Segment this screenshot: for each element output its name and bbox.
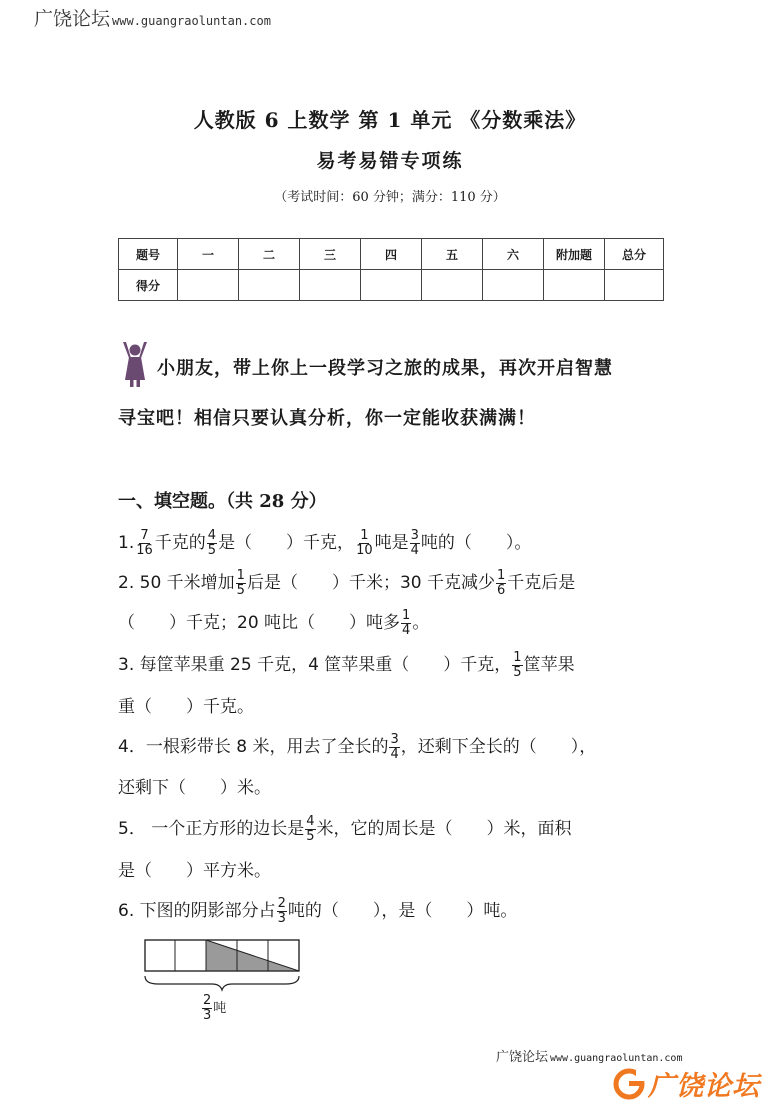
question-3-line-2: 重（ ）千克。 (118, 697, 254, 717)
watermark-brand: 广饶论坛 (34, 8, 111, 30)
denominator: 16 (136, 542, 153, 558)
table-header-cell: 题号 (119, 239, 178, 270)
fraction (207, 529, 217, 558)
score-cell (361, 270, 422, 301)
question-5-line-1 (118, 814, 572, 844)
fraction (512, 651, 522, 680)
logo-text: 广饶论坛 (648, 1071, 760, 1102)
numerator: 1 (497, 567, 506, 583)
denominator: 6 (497, 582, 506, 598)
denominator: 4 (402, 622, 411, 638)
section-1-title: 一、填空题。（共 28 分） (118, 491, 327, 512)
q5-text: 5． 一个正方形的边长是 (118, 819, 305, 839)
fraction (236, 569, 246, 598)
question-2-line-2 (118, 608, 429, 638)
score-cell (239, 270, 300, 301)
score-table-score-row (119, 270, 664, 301)
g-logo-icon (612, 1067, 646, 1101)
numerator: 7 (140, 527, 149, 543)
denominator: 10 (356, 542, 373, 558)
q6-text: 吨的（ ），是（ ）吨。 (287, 901, 518, 921)
numerator: 3 (410, 527, 419, 543)
watermark-url: www.guangraoluntan.com (112, 14, 271, 28)
fraction (277, 897, 287, 926)
table-header-cell: 四 (361, 239, 422, 270)
diagram-unit: 吨 (213, 1001, 227, 1016)
numerator: 2 (203, 993, 212, 1008)
numerator: 1 (402, 607, 411, 623)
intro-line-2: 寻宝吧！相信只要认真分析，你一定能收获满满！ (118, 408, 536, 429)
score-row-label: 得分 (119, 270, 178, 301)
q6-shaded-bar-diagram (138, 938, 308, 994)
bottom-watermark (496, 1046, 682, 1065)
q1-text: 1. (118, 533, 135, 553)
q2-text: （ ）千克；20 吨比（ ）吨多 (118, 613, 401, 633)
q2-text: 。 (412, 613, 430, 633)
fraction (135, 529, 154, 558)
table-header-cell: 一 (178, 239, 239, 270)
fraction (410, 529, 420, 558)
q6-text: 6. 下图的阴影部分占 (118, 901, 276, 921)
score-cell (300, 270, 361, 301)
score-cell (422, 270, 483, 301)
denominator: 4 (410, 542, 419, 558)
intro-line-1: 小朋友，带上你上一段学习之旅的成果，再次开启智慧 (157, 358, 613, 379)
cheering-girl-icon (120, 340, 150, 388)
denominator: 5 (207, 542, 217, 558)
fraction (401, 609, 411, 638)
question-4-line-2: 还剩下（ ）米。 (118, 778, 271, 798)
q1-text: 吨是 (374, 533, 409, 553)
table-header-cell: 附加题 (544, 239, 605, 270)
q4-text: ，还剩下全长的（ ）， (400, 737, 597, 757)
q1-text: 千克的 (154, 533, 206, 553)
table-header-cell: 总分 (605, 239, 664, 270)
table-header-cell: 三 (300, 239, 361, 270)
table-header-cell: 二 (239, 239, 300, 270)
question-3-line-1 (118, 650, 575, 680)
q3-text: 筐苹果 (523, 655, 575, 675)
q6-diagram-label (201, 994, 226, 1023)
numerator: 1 (360, 527, 369, 543)
page-title: 人教版 6 上数学 第 1 单元 《分数乘法》 (193, 108, 587, 132)
score-table-header-row (119, 239, 664, 270)
q4-text: 4．一根彩带长 8 米，用去了全长的 (118, 737, 389, 757)
page-subtitle: 易考易错专项练 (316, 150, 464, 172)
numerator: 1 (236, 567, 245, 583)
top-watermark (34, 4, 271, 31)
score-cell (605, 270, 664, 301)
question-4-line-1 (118, 732, 596, 762)
q3-text: 3. 每筐苹果重 25 千克，4 筐苹果重（ ）千克， (118, 655, 512, 675)
score-table (118, 238, 664, 301)
q1-text: 是（ ）千克， (218, 533, 355, 553)
q1-text: 吨的（ ）。 (420, 533, 532, 553)
numerator: 1 (513, 649, 522, 665)
score-cell (178, 270, 239, 301)
numerator: 4 (306, 813, 315, 829)
watermark-url: www.guangraoluntan.com (550, 1053, 683, 1064)
numerator: 4 (207, 527, 217, 543)
table-header-cell: 五 (422, 239, 483, 270)
question-6 (118, 896, 517, 926)
table-header-cell: 六 (483, 239, 544, 270)
question-5-line-2: 是（ ）平方米。 (118, 861, 271, 881)
exam-time-info: （考试时间：60 分钟；满分：110 分） (274, 190, 506, 205)
score-cell (544, 270, 605, 301)
q2-text: 2. 50 千米增加 (118, 573, 235, 593)
question-1 (118, 528, 531, 558)
q5-text: 米，它的周长是（ ）米，面积 (316, 819, 572, 839)
denominator: 4 (390, 746, 399, 762)
q2-text: 千克后是 (507, 573, 576, 593)
fraction (305, 815, 315, 844)
fraction (202, 994, 212, 1023)
score-cell (483, 270, 544, 301)
fraction (496, 569, 506, 598)
numerator: 3 (390, 731, 399, 747)
numerator: 2 (277, 895, 286, 911)
denominator: 5 (306, 828, 315, 844)
watermark-brand: 广饶论坛 (496, 1050, 549, 1065)
question-2-line-1 (118, 568, 575, 598)
fraction (389, 733, 399, 762)
denominator: 3 (277, 910, 286, 926)
denominator: 3 (203, 1008, 212, 1023)
site-logo (612, 1064, 760, 1103)
q2-text: 后是（ ）千米；30 千克减少 (246, 573, 495, 593)
denominator: 5 (513, 664, 522, 680)
fraction (355, 529, 374, 558)
denominator: 5 (236, 582, 245, 598)
